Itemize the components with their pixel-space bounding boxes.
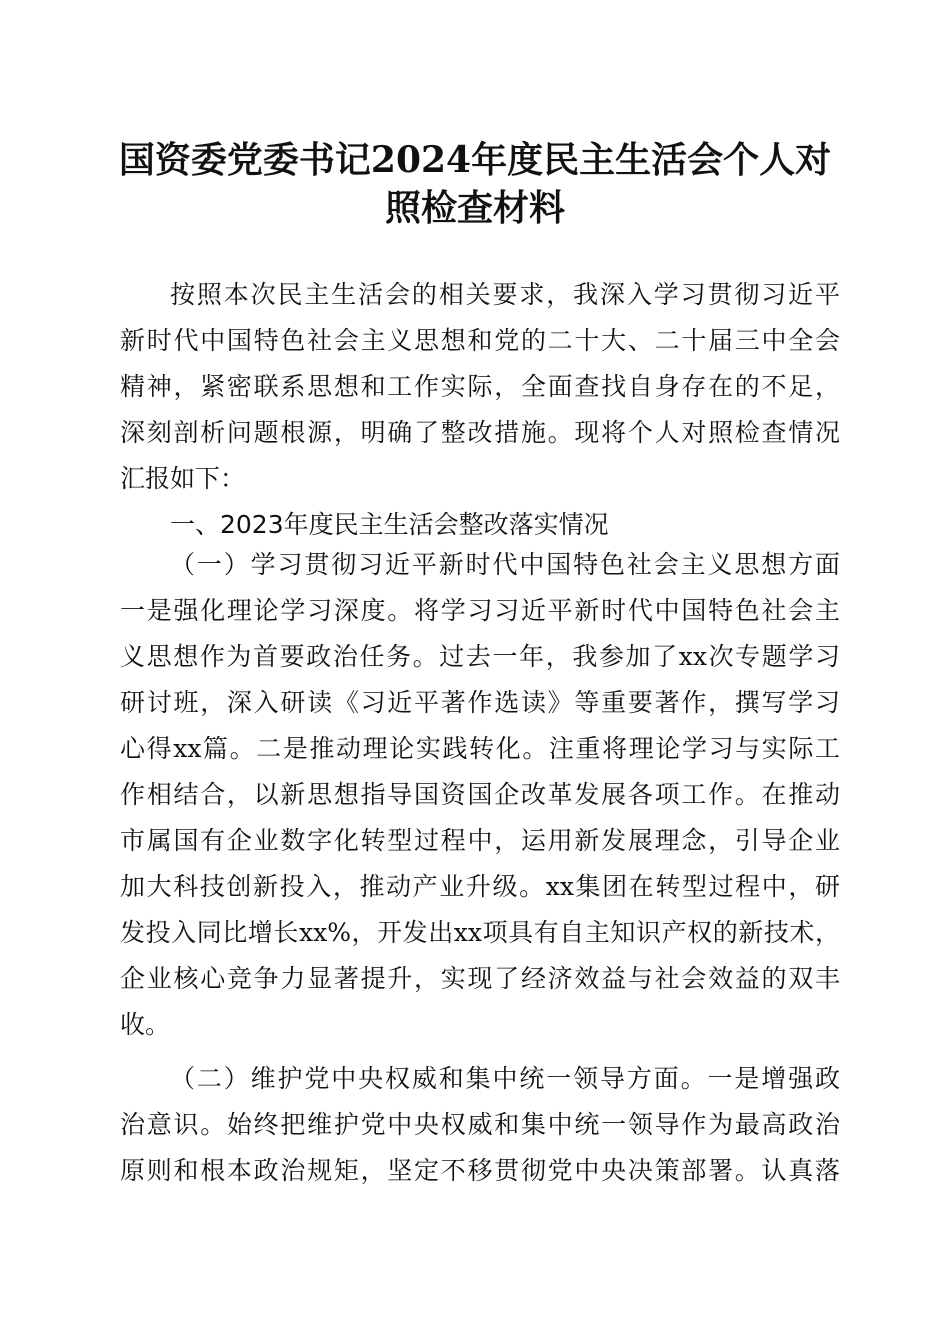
document-title-line-2: 照检查材料: [384, 187, 565, 229]
document-title-line-1: 国资委党委书记2024年度民主生活会个人对: [118, 139, 832, 181]
subsection-2-line: 原则和根本政治规矩，坚定不移贯彻党中央决策部署。认真落: [120, 1156, 840, 1185]
section-heading: 一、2023年度民主生活会整改落实情况: [170, 510, 609, 539]
subsection-2-line: 治意识。始终把维护党中央权威和集中统一领导作为最高政治: [120, 1110, 840, 1139]
subsection-1-line: 企业核心竞争力显著提升，实现了经济效益与社会效益的双丰: [120, 964, 840, 993]
intro-paragraph-line: 精神，紧密联系思想和工作实际，全面查找自身存在的不足，: [120, 372, 840, 401]
intro-paragraph-line: 按照本次民主生活会的相关要求，我深入学习贯彻习近平: [170, 280, 840, 309]
intro-paragraph-line: 深刻剖析问题根源，明确了整改措施。现将个人对照检查情况: [120, 418, 840, 447]
subsection-1-line: 市属国有企业数字化转型过程中，运用新发展理念，引导企业: [120, 826, 840, 855]
subsection-1-line: 一是强化理论学习深度。将学习习近平新时代中国特色社会主: [120, 596, 840, 625]
subsection-1-line: （一）学习贯彻习近平新时代中国特色社会主义思想方面: [170, 550, 840, 579]
subsection-1-line: 加大科技创新投入，推动产业升级。xx集团在转型过程中，研: [120, 872, 840, 901]
subsection-1-line: 心得xx篇。二是推动理论实践转化。注重将理论学习与实际工: [120, 734, 840, 763]
subsection-1-line: 发投入同比增长xx%，开发出xx项具有自主知识产权的新技术，: [120, 918, 840, 947]
subsection-1-line: 收。: [120, 1010, 171, 1039]
subsection-1-line: 研讨班，深入研读《习近平著作选读》等重要著作，撰写学习: [120, 688, 840, 717]
subsection-1-line: 义思想作为首要政治任务。过去一年，我参加了xx次专题学习: [120, 642, 840, 671]
subsection-2-line: （二）维护党中央权威和集中统一领导方面。一是增强政: [170, 1064, 840, 1093]
intro-paragraph-line: 汇报如下：: [120, 464, 246, 493]
intro-paragraph-line: 新时代中国特色社会主义思想和党的二十大、二十届三中全会: [120, 326, 840, 355]
subsection-1-line: 作相结合，以新思想指导国资国企改革发展各项工作。在推动: [120, 780, 840, 809]
